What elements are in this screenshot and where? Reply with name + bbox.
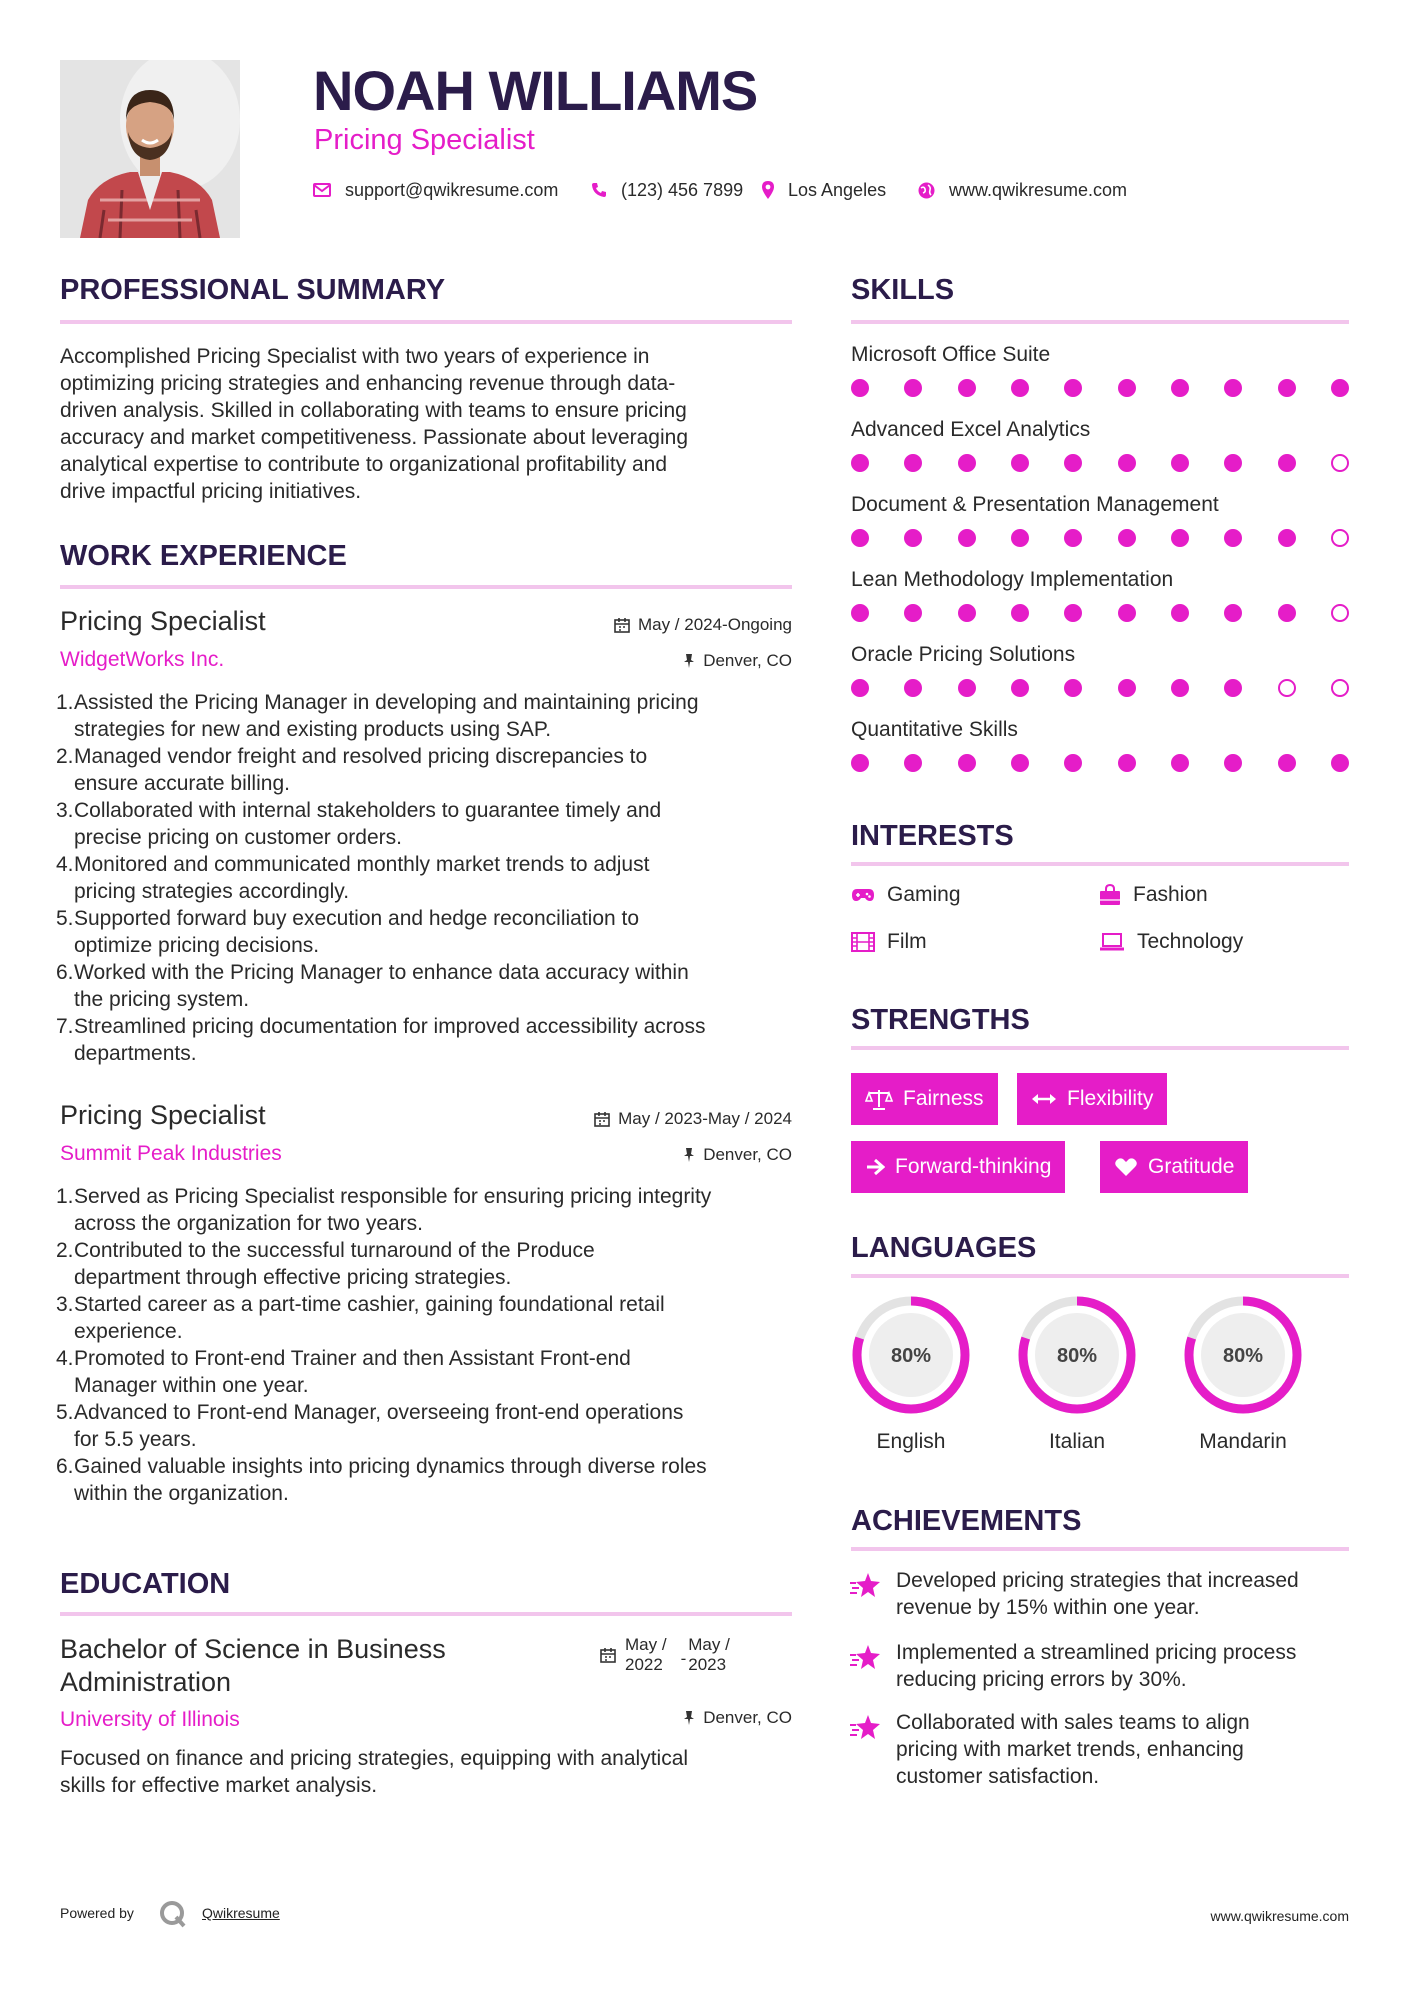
job-company: Summit Peak Industries: [60, 1142, 282, 1165]
duty-line: department through effective pricing strategies.: [74, 1266, 512, 1289]
duty-number: 2.: [56, 745, 74, 768]
duty-line: across the organization for two years.: [74, 1212, 424, 1235]
interest-gaming: [851, 883, 961, 907]
description-line: Focused on finance and pricing strategies, equipping with analytical: [60, 1747, 689, 1770]
heart-icon: [1114, 1157, 1138, 1177]
rating-dot-filled: [1064, 529, 1082, 547]
job-title: Pricing Specialist: [60, 1100, 266, 1130]
duty-line: Contributed to the successful turnaround of the Produce: [74, 1239, 595, 1262]
rating-dot-filled: [1064, 754, 1082, 772]
education-location: [560, 1708, 792, 1728]
duty-line: the pricing system.: [74, 988, 250, 1011]
education-description: [60, 1745, 792, 1799]
strength-label: Forward-thinking: [895, 1155, 1052, 1178]
achievement-item: [896, 1709, 1356, 1790]
experience-rule: [60, 585, 792, 589]
rating-dot-filled: [1011, 679, 1029, 697]
skill-rating: [851, 679, 1349, 697]
date-line: May /: [688, 1635, 730, 1654]
language-percent: 80%: [1056, 1345, 1098, 1367]
rating-dot-filled: [958, 754, 976, 772]
duty-line: Monitored and communicated monthly market trends to adjust: [74, 853, 650, 876]
rating-dot-filled: [1064, 379, 1082, 397]
achievement-line: pricing with market trends, enhancing: [896, 1738, 1244, 1761]
contact-location: [762, 178, 886, 202]
rating-dot-filled: [1278, 454, 1296, 472]
rating-dot-filled: [1118, 454, 1136, 472]
rating-dot-filled: [1278, 754, 1296, 772]
skills-rule: [851, 320, 1349, 324]
rating-dot-filled: [1171, 529, 1189, 547]
bag-icon: [1099, 884, 1121, 906]
rating-dot-filled: [1331, 379, 1349, 397]
summary-line: drive impactful pricing initiatives.: [60, 480, 362, 503]
job-dates: [500, 615, 792, 635]
language-name: Mandarin: [1199, 1430, 1287, 1453]
rating-dot-filled: [1171, 604, 1189, 622]
rating-dot-filled: [904, 529, 922, 547]
achievement-line: reducing pricing errors by 30%.: [896, 1668, 1187, 1691]
education-start: [625, 1635, 667, 1675]
duty-line: Collaborated with internal stakeholders to guarantee timely and: [74, 799, 662, 822]
rating-dot-filled: [1118, 604, 1136, 622]
rating-dot-empty: [1331, 529, 1349, 547]
date-separator: -: [680, 1649, 687, 1668]
summary-text: [60, 343, 792, 505]
rating-dot-filled: [1064, 454, 1082, 472]
duty-line: Manager within one year.: [74, 1374, 309, 1397]
website-text: www.qwikresume.com: [949, 179, 1128, 200]
duty-line: experience.: [74, 1320, 183, 1343]
duty-line: Advanced to Front-end Manager, overseeing front-end operations: [74, 1401, 684, 1424]
duty-number: 6.: [56, 961, 74, 984]
speed-lines: [850, 1725, 859, 1735]
rating-dot-filled: [1224, 379, 1242, 397]
rating-dot-filled: [1331, 754, 1349, 772]
job-company: WidgetWorks Inc.: [60, 648, 225, 671]
interest-label: Fashion: [1133, 883, 1208, 906]
gamepad-icon: [851, 887, 875, 903]
education-location-text: Denver, CO: [703, 1708, 792, 1727]
star-achievement-icon: [849, 1571, 881, 1599]
interest-label: Gaming: [887, 883, 961, 906]
duty-item: [56, 905, 796, 959]
rating-dot-filled: [904, 754, 922, 772]
skill-name: Document & Presentation Management: [851, 493, 1219, 516]
degree-title: [60, 1633, 446, 1699]
rating-dot-filled: [1011, 454, 1029, 472]
calendar-icon: [600, 1647, 616, 1663]
achievement-item: [896, 1639, 1356, 1693]
pin-icon: [683, 653, 695, 669]
job-dates-text: May / 2024-Ongoing: [637, 615, 792, 634]
achievements-rule: [851, 1547, 1349, 1551]
language-percent: 80%: [1222, 1345, 1264, 1367]
language-percent: 80%: [890, 1345, 932, 1367]
degree-line: Bachelor of Science in Business: [60, 1634, 446, 1664]
skill-name: Lean Methodology Implementation: [851, 568, 1174, 591]
rating-dot-filled: [1011, 604, 1029, 622]
education-rule: [60, 1612, 792, 1616]
rating-dot-filled: [958, 454, 976, 472]
duty-line: Managed vendor freight and resolved pricing discrepancies to: [74, 745, 648, 768]
duty-item: [56, 1183, 796, 1237]
rating-dot-filled: [1064, 679, 1082, 697]
rating-dot-filled: [851, 754, 869, 772]
skill-rating: [851, 454, 1349, 472]
achievement-line: Developed pricing strategies that increased: [896, 1569, 1299, 1592]
rating-dot-filled: [904, 379, 922, 397]
rating-dot-filled: [1011, 529, 1029, 547]
skill-rating: [851, 529, 1349, 547]
phone-text: (123) 456 7899: [621, 179, 744, 200]
strengths-heading: STRENGTHS: [851, 1004, 1030, 1036]
duty-line: Supported forward buy execution and hedge reconciliation to: [74, 907, 640, 930]
language-ring: [1015, 1293, 1139, 1417]
interest-fashion: [1099, 883, 1208, 907]
education-heading: EDUCATION: [60, 1568, 231, 1600]
pin-icon: [683, 1710, 695, 1726]
duty-item: [56, 797, 796, 851]
contact-email[interactable]: [313, 178, 558, 202]
rating-dot-filled: [1118, 529, 1136, 547]
strength-forward-thinking: [851, 1141, 1065, 1193]
date-line: May /: [625, 1635, 667, 1654]
languages-heading: LANGUAGES: [851, 1232, 1037, 1264]
achievement-line: Collaborated with sales teams to align: [896, 1711, 1250, 1734]
achievement-line: revenue by 15% within one year.: [896, 1596, 1200, 1619]
phone-icon: [591, 182, 607, 198]
languages-rule: [851, 1274, 1349, 1278]
skill-rating: [851, 754, 1349, 772]
achievements-heading: ACHIEVEMENTS: [851, 1505, 1082, 1537]
laptop-icon: [1099, 933, 1125, 951]
duty-item: [56, 1013, 796, 1067]
duty-line: within the organization.: [74, 1482, 289, 1505]
strength-label: Flexibility: [1067, 1087, 1154, 1110]
envelope-icon: [313, 183, 331, 197]
degree-line: Administration: [60, 1667, 232, 1697]
duty-item: [56, 959, 796, 1013]
duty-line: Worked with the Pricing Manager to enhance data accuracy within: [74, 961, 689, 984]
interest-film: [851, 930, 927, 954]
duty-line: Assisted the Pricing Manager in developing and maintaining pricing: [74, 691, 699, 714]
duty-line: Started career as a part-time cashier, gaining foundational retail: [74, 1293, 665, 1316]
rating-dot-empty: [1331, 679, 1349, 697]
language-name: Italian: [1048, 1430, 1106, 1453]
language-ring: [849, 1293, 973, 1417]
job-location-text: Denver, CO: [703, 651, 792, 670]
calendar-icon: [594, 1111, 610, 1127]
arrow-right-icon: [865, 1158, 885, 1176]
duty-number: 1.: [56, 1185, 74, 1208]
rating-dot-filled: [1118, 754, 1136, 772]
arrows-horizontal-icon: [1031, 1092, 1057, 1106]
duty-number: 4.: [56, 1347, 74, 1370]
job-duties: [56, 689, 796, 1067]
job-location-text: Denver, CO: [703, 1145, 792, 1164]
rating-dot-filled: [904, 454, 922, 472]
experience-heading: WORK EXPERIENCE: [60, 540, 347, 572]
film-icon: [851, 932, 875, 952]
duty-number: 6.: [56, 1455, 74, 1478]
interest-label: Technology: [1137, 930, 1244, 953]
skill-rating: [851, 604, 1349, 622]
calendar-icon: [614, 617, 630, 633]
rating-dot-filled: [1278, 604, 1296, 622]
duty-number: 3.: [56, 799, 74, 822]
rating-dot-filled: [1171, 379, 1189, 397]
speed-lines: [850, 1583, 859, 1593]
duty-number: 3.: [56, 1293, 74, 1316]
job-location: [560, 651, 792, 671]
candidate-name: NOAH WILLIAMS: [313, 59, 758, 122]
strength-fairness: [851, 1073, 998, 1125]
duty-number: 1.: [56, 691, 74, 714]
duty-item: [56, 1345, 796, 1399]
duty-line: Gained valuable insights into pricing dynamics through diverse roles: [74, 1455, 707, 1478]
duty-line: optimize pricing decisions.: [74, 934, 320, 957]
job-title: Pricing Specialist: [60, 606, 266, 636]
education-dates: [600, 1635, 730, 1675]
rating-dot-filled: [1118, 679, 1136, 697]
summary-line: optimizing pricing strategies and enhancing revenue through data-: [60, 372, 676, 395]
interests-rule: [851, 862, 1349, 866]
footer-url[interactable]: www.qwikresume.com: [1210, 1908, 1349, 1924]
star-achievement-icon: [849, 1713, 881, 1741]
duty-item: [56, 743, 796, 797]
date-line: 2022: [625, 1655, 663, 1674]
skills-heading: SKILLS: [851, 274, 955, 306]
star-shape: [856, 1645, 880, 1669]
job-dates: [480, 1109, 792, 1129]
skill-name: Oracle Pricing Solutions: [851, 643, 1076, 666]
duty-line: Served as Pricing Specialist responsible for ensuring pricing integrity: [74, 1185, 712, 1208]
duty-number: 2.: [56, 1239, 74, 1262]
duty-line: for 5.5 years.: [74, 1428, 197, 1451]
email-text: support@qwikresume.com: [345, 179, 559, 200]
summary-line: analytical expertise to contribute to organizational profitability and: [60, 453, 668, 476]
date-line: 2023: [688, 1655, 727, 1674]
rating-dot-filled: [1278, 379, 1296, 397]
strength-gratitude: [1100, 1141, 1248, 1193]
education-end: [688, 1635, 730, 1675]
summary-line: driven analysis. Skilled in collaborating with teams to ensure pricing: [60, 399, 687, 422]
school-name: University of Illinois: [60, 1708, 240, 1731]
star-shape: [856, 1573, 880, 1597]
contact-website[interactable]: [918, 178, 1127, 202]
rating-dot-filled: [1224, 604, 1242, 622]
profile-photo: [60, 60, 240, 238]
duty-line: pricing strategies accordingly.: [74, 880, 350, 903]
rating-dot-filled: [851, 454, 869, 472]
strength-label: Gratitude: [1148, 1155, 1235, 1178]
duty-line: Promoted to Front-end Trainer and then Assistant Front-end: [74, 1347, 631, 1370]
candidate-title: Pricing Specialist: [314, 124, 535, 156]
pin-icon: [683, 1147, 695, 1163]
star-achievement-icon: [849, 1643, 881, 1671]
map-pin-icon: [762, 181, 774, 199]
duty-item: [56, 1237, 796, 1291]
rating-dot-filled: [958, 379, 976, 397]
rating-dot-filled: [851, 379, 869, 397]
rating-dot-filled: [1224, 454, 1242, 472]
duty-number: 5.: [56, 907, 74, 930]
achievement-item: [896, 1567, 1356, 1621]
duty-number: 7.: [56, 1015, 74, 1038]
speed-lines: [850, 1655, 859, 1665]
rating-dot-filled: [958, 529, 976, 547]
rating-dot-filled: [1224, 529, 1242, 547]
job-location: [560, 1145, 792, 1165]
duty-item: [56, 689, 796, 743]
contact-phone[interactable]: [591, 178, 743, 202]
duty-line: strategies for new and existing products using SAP.: [74, 718, 552, 741]
interest-label: Film: [887, 930, 927, 953]
rating-dot-empty: [1331, 454, 1349, 472]
strength-flexibility: [1017, 1073, 1167, 1125]
duty-item: [56, 1399, 796, 1453]
interests-heading: INTERESTS: [851, 820, 1014, 852]
balance-scale-icon: [865, 1088, 893, 1110]
location-text: Los Angeles: [788, 179, 887, 200]
rating-dot-empty: [1331, 604, 1349, 622]
interest-technology: [1099, 930, 1243, 954]
rating-dot-empty: [1278, 679, 1296, 697]
duty-item: [56, 1453, 796, 1507]
rating-dot-filled: [851, 604, 869, 622]
rating-dot-filled: [1011, 754, 1029, 772]
rating-dot-filled: [904, 604, 922, 622]
qwikresume-link[interactable]: Qwikresume: [202, 1905, 280, 1921]
summary-heading: PROFESSIONAL SUMMARY: [60, 274, 446, 306]
rating-dot-filled: [958, 679, 976, 697]
duty-item: [56, 851, 796, 905]
strength-label: Fairness: [903, 1087, 984, 1110]
achievement-line: customer satisfaction.: [896, 1765, 1100, 1788]
skill-rating: [851, 379, 1349, 397]
powered-by-label: Powered by: [60, 1905, 134, 1921]
summary-rule: [60, 320, 792, 324]
language-ring: [1181, 1293, 1305, 1417]
qwikresume-logo-icon: [158, 1899, 188, 1929]
rating-dot-filled: [1171, 679, 1189, 697]
description-line: skills for effective market analysis.: [60, 1774, 378, 1797]
rating-dot-filled: [1011, 379, 1029, 397]
summary-line: Accomplished Pricing Specialist with two years of experience in: [60, 345, 650, 368]
rating-dot-filled: [1171, 754, 1189, 772]
star-shape: [856, 1715, 880, 1739]
skill-name: Microsoft Office Suite: [851, 343, 1051, 366]
rating-dot-filled: [851, 529, 869, 547]
duty-line: Streamlined pricing documentation for improved accessibility across: [74, 1015, 706, 1038]
achievement-line: Implemented a streamlined pricing process: [896, 1641, 1297, 1664]
job-duties: [56, 1183, 796, 1507]
language-name: English: [876, 1430, 946, 1453]
skill-name: Quantitative Skills: [851, 718, 1018, 741]
duty-number: 5.: [56, 1401, 74, 1424]
rating-dot-filled: [851, 679, 869, 697]
globe-icon: [918, 182, 935, 199]
summary-line: accuracy and market competitiveness. Passionate about leveraging: [60, 426, 689, 449]
rating-dot-filled: [1171, 454, 1189, 472]
duty-item: [56, 1291, 796, 1345]
duty-number: 4.: [56, 853, 74, 876]
duty-line: precise pricing on customer orders.: [74, 826, 402, 849]
rating-dot-filled: [958, 604, 976, 622]
rating-dot-filled: [1064, 604, 1082, 622]
job-dates-text: May / 2023-May / 2024: [618, 1109, 792, 1128]
skill-name: Advanced Excel Analytics: [851, 418, 1091, 441]
duty-line: ensure accurate billing.: [74, 772, 290, 795]
rating-dot-filled: [904, 679, 922, 697]
rating-dot-filled: [1118, 379, 1136, 397]
strengths-rule: [851, 1046, 1349, 1050]
rating-dot-filled: [1224, 679, 1242, 697]
rating-dot-filled: [1278, 529, 1296, 547]
rating-dot-filled: [1224, 754, 1242, 772]
duty-line: departments.: [74, 1042, 197, 1065]
